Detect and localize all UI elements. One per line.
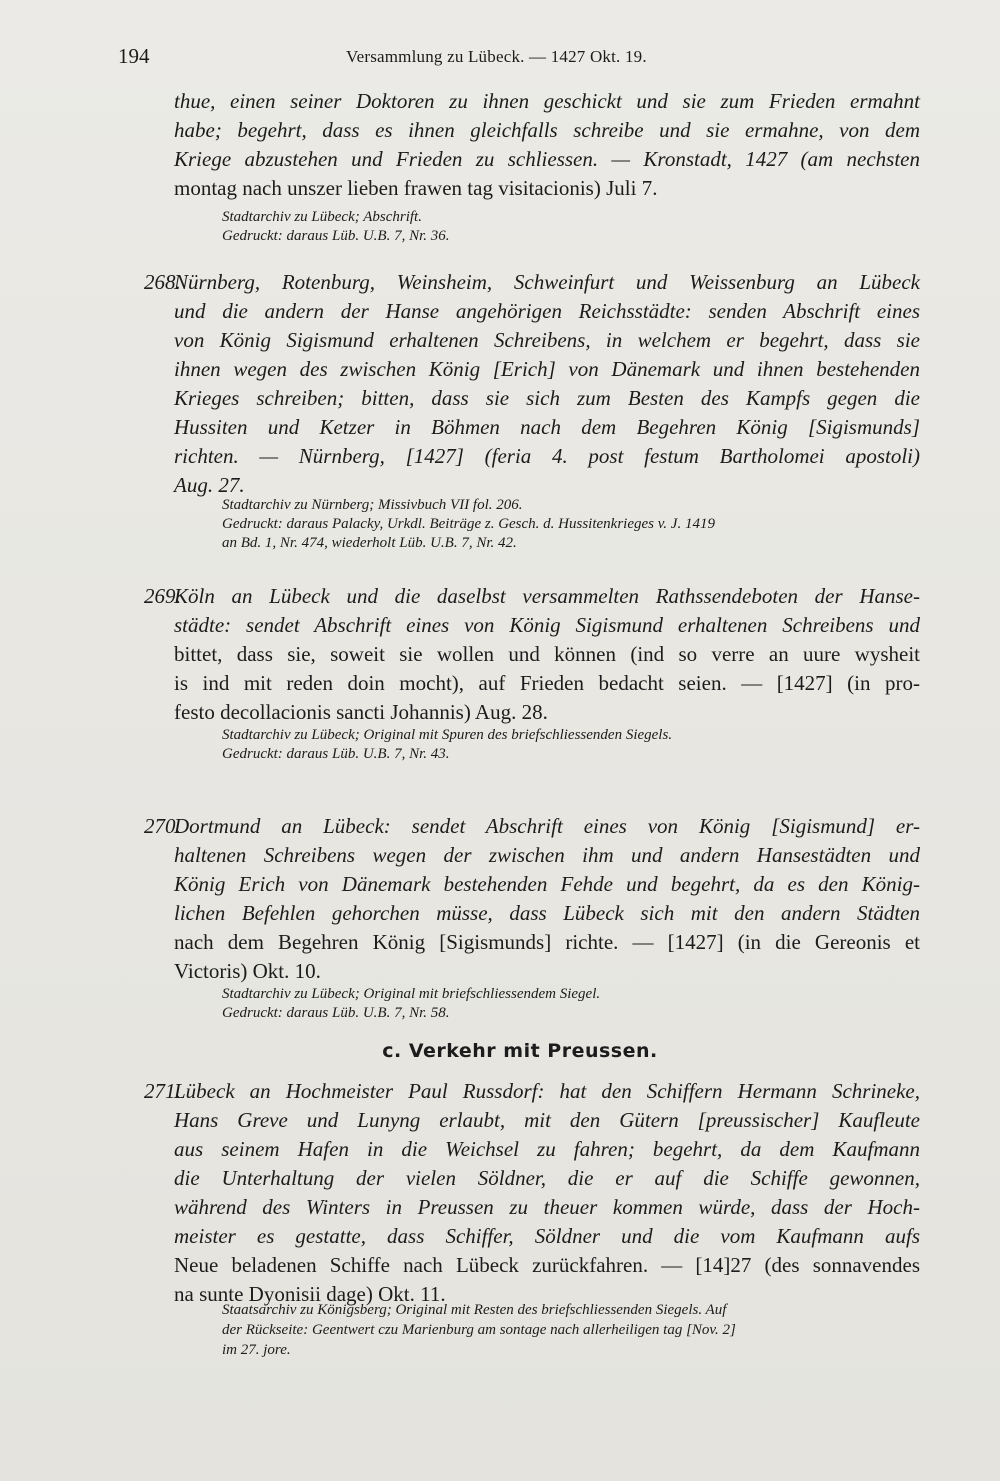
entry-268 (144, 268, 920, 500)
regest-line: richten. — Nürnberg, [1427] (feria 4. post festum Bartholomei apostoli) (174, 444, 920, 468)
regest-line: Hussiten und Ketzer in Böhmen nach dem Begehren König [Sigismunds] (174, 415, 920, 439)
regest-line: von König Sigismund erhaltenen Schreibens, in welchem er begehrt, dass sie (174, 328, 920, 352)
entry-268-sources (222, 496, 922, 553)
source-line: der Rückseite: Geentwert czu Marienburg am sontage nach allerheiligen tag [Nov. 2] (222, 1322, 736, 1338)
entry-269 (144, 582, 920, 727)
regest-line: Krieges schreiben; bitten, dass sie sich zum Besten des Kampfs gegen die (174, 386, 920, 410)
page-number: 194 (118, 44, 150, 68)
regest-line: lichen Befehlen gehorchen müsse, dass Lübeck sich mit den andern Städten (174, 901, 920, 925)
intro-text (174, 87, 920, 203)
source-line: Stadtarchiv zu Lübeck; Abschrift. (222, 209, 422, 225)
regest-line: städte: sendet Abschrift eines von König Sigismund erhaltenen Schreibens und (174, 613, 920, 637)
regest-line: ihnen wegen des zwischen König [Erich] von Dänemark und ihnen bestehenden (174, 357, 920, 381)
regest-line: König Erich von Dänemark bestehenden Fehde und begehrt, da es den König- (174, 872, 920, 896)
entry-270-sources (222, 985, 922, 1023)
section-heading-text: c. Verkehr mit Preussen. (382, 1040, 658, 1062)
regest-line: na sunte Dyonisii dage) Okt. 11. (174, 1282, 446, 1306)
entry-number: 268. (144, 270, 181, 294)
entry-number: 269. (144, 584, 181, 608)
running-title: Versammlung zu Lübeck. — 1427 Okt. 19. (346, 47, 647, 66)
regest-line: Köln an Lübeck und die daselbst versammelten Rathssendeboten der Hanse- (174, 584, 920, 608)
regest-line: und die andern der Hanse angehörigen Reichsstädte: senden Abschrift eines (174, 299, 920, 323)
regest-line: Neue beladenen Schiffe nach Lübeck zurückfahren. — [14]27 (des sonnavendes (174, 1253, 920, 1277)
entry-number: 270. (144, 814, 181, 838)
section-heading (0, 1040, 1000, 1062)
regest-line: festo decollacionis sancti Johannis) Aug. 28. (174, 700, 548, 724)
intro-line: thue, einen seiner Doktoren zu ihnen geschickt und sie zum Frieden ermahnt (174, 89, 920, 113)
regest-line: aus seinem Hafen in die Weichsel zu fahren; begehrt, da dem Kaufmann (174, 1137, 920, 1161)
regest-line: während des Winters in Preussen zu theuer kommen würde, dass der Hoch- (174, 1195, 920, 1219)
intro-line: habe; begehrt, dass es ihnen gleichfalls schreibe und sie ermahne, von dem (174, 118, 920, 142)
regest-line: Lübeck an Hochmeister Paul Russdorf: hat den Schiffern Hermann Schrineke, (174, 1079, 920, 1103)
source-line: Stadtarchiv zu Lübeck; Original mit briefschliessendem Siegel. (222, 986, 601, 1002)
source-line: Gedruckt: daraus Lüb. U.B. 7, Nr. 58. (222, 1005, 450, 1021)
regest-line: Nürnberg, Rotenburg, Weinsheim, Schweinfurt und Weissenburg an Lübeck (174, 270, 920, 294)
regest-line: bittet, dass sie, soweit sie wollen und können (ind so verre an uure wysheit (174, 642, 920, 666)
regest-line: Dortmund an Lübeck: sendet Abschrift eines von König [Sigismund] er- (174, 814, 920, 838)
regest-line: die Unterhaltung der vielen Söldner, die er auf die Schiffe gewonnen, (174, 1166, 920, 1190)
source-line: Gedruckt: daraus Lüb. U.B. 7, Nr. 36. (222, 228, 450, 244)
running-head (118, 44, 878, 74)
entry-271 (144, 1077, 920, 1309)
source-line: Staatsarchiv zu Königsberg; Original mit Resten des briefschliessenden Siegels. Auf (222, 1302, 727, 1318)
source-line: im 27. jore. (222, 1342, 291, 1358)
regest-line: Victoris) Okt. 10. (174, 959, 321, 983)
intro-sources (222, 208, 922, 246)
source-line: an Bd. 1, Nr. 474, wiederholt Lüb. U.B. 7, Nr. 42. (222, 535, 517, 551)
entry-269-sources (222, 726, 922, 764)
entry-271-sources (222, 1300, 922, 1360)
regest-line: is ind mit reden doin mocht), auf Frieden bedacht seien. — [1427] (in pro- (174, 671, 920, 695)
entry-270 (144, 812, 920, 986)
regest-text (174, 812, 920, 986)
regest-text (174, 582, 920, 727)
source-line: Stadtarchiv zu Nürnberg; Missivbuch VII fol. 206. (222, 497, 523, 513)
entry-number: 271. (144, 1079, 181, 1103)
regest-line: meister es gestatte, dass Schiffer, Söldner und die vom Kaufmann aufs (174, 1224, 920, 1248)
source-line: Gedruckt: daraus Palacky, Urkdl. Beiträge z. Gesch. d. Hussitenkrieges v. J. 1419 (222, 516, 715, 532)
regest-line: Hans Greve und Lunyng erlaubt, mit den Gütern [preussischer] Kaufleute (174, 1108, 920, 1132)
source-line: Stadtarchiv zu Lübeck; Original mit Spuren des briefschliessenden Siegels. (222, 727, 673, 743)
intro-line: Kriege abzustehen und Frieden zu schliessen. — Kronstadt, 1427 (am nechsten (174, 147, 920, 171)
regest-line: haltenen Schreibens wegen der zwischen ihm und andern Hansestädten und (174, 843, 920, 867)
regest-line: Aug. 27. (174, 473, 245, 497)
regest-text (174, 268, 920, 500)
intro-line: montag nach unszer lieben frawen tag visitacionis) Juli 7. (174, 176, 658, 200)
regest-text (174, 1077, 920, 1309)
source-line: Gedruckt: daraus Lüb. U.B. 7, Nr. 43. (222, 746, 450, 762)
regest-line: nach dem Begehren König [Sigismunds] richte. — [1427] (in die Gereonis et (174, 930, 920, 954)
